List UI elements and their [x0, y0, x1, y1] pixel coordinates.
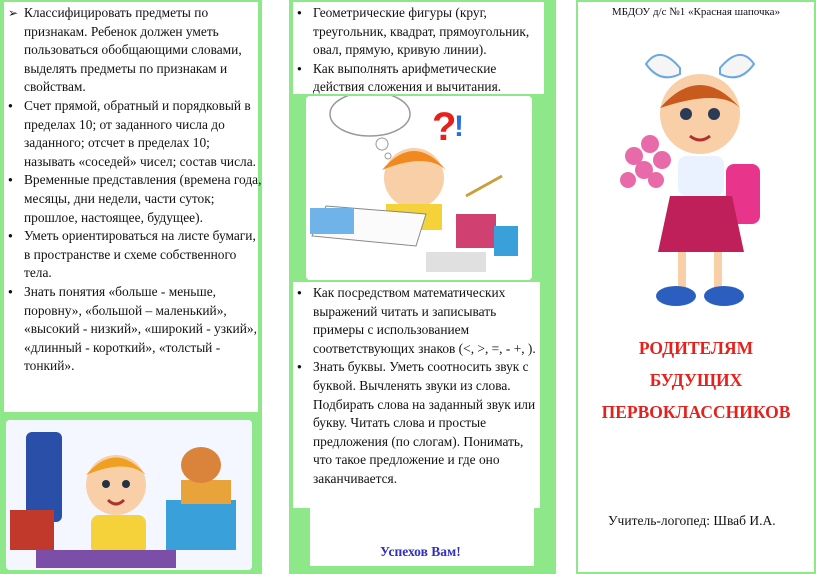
- svg-text:?: ?: [432, 105, 457, 149]
- svg-text:!: !: [454, 110, 464, 143]
- teacher-signature: Учитель-логопед: Шваб И.А.: [608, 513, 776, 528]
- bullet-icon: [8, 283, 13, 304]
- bullet-icon: [8, 97, 13, 118]
- arrow-bullet-icon: [8, 4, 18, 23]
- bullet-icon: [297, 284, 302, 305]
- list-item: [295, 4, 545, 60]
- left-skill-list: [6, 4, 262, 376]
- list-item: [6, 171, 262, 227]
- bullet-icon: [297, 358, 302, 379]
- list-item: [6, 97, 262, 171]
- bullet-icon: [8, 227, 13, 248]
- list-item: [295, 60, 545, 97]
- institution-name: МБДОУ д/с №1 «Красная шапочка»: [611, 6, 781, 18]
- list-item-text: Временные представления (времена года, месяцы, дни недели, части суток; прошлое, настоящее, будущее).: [24, 172, 262, 225]
- cover-title-line-2: БУДУЩИХ: [649, 370, 743, 390]
- bullet-icon: [297, 60, 302, 81]
- closing-wish: Успехов Вам!: [380, 544, 461, 559]
- list-item: [6, 4, 262, 97]
- list-item-text: Знать понятия «больше - меньше, поровну», «большой – маленький», «высокий - низкий», «широкий - узкий», «длинный - короткий», «толстый - тонкий».: [24, 283, 257, 374]
- list-item-text: Знать буквы. Уметь соотносить звук с буквой. Вычленять звуки из слова. Подбирать слова на заданный звук или букву. Читать слова и простые предложения (по слогам). Понимать, что такое предложение и где оно заканчивается.: [313, 359, 536, 486]
- list-item-text: Классифицировать предметы по признакам. Ребенок должен уметь пользоваться обобщающими словами, выделять предметы по признакам и свойствам.: [24, 5, 242, 95]
- girl-with-flowers-illustration: [620, 44, 770, 314]
- list-item-text: Счет прямой, обратный и порядковый в пределах 10; от заданного числа до заданного; отсчет в пределах 10; называть «соседей» чисел; состав числа.: [24, 97, 257, 169]
- middle-bottom-list: [295, 284, 541, 489]
- list-item: [295, 284, 541, 358]
- bullet-icon: [297, 4, 302, 25]
- list-item-text: Уметь ориентироваться на листе бумаги, в пространстве и схеме собственного тела.: [24, 228, 256, 281]
- thinking-boy-illustration: [306, 96, 532, 280]
- list-item-text: Как посредством математических выражений читать и записывать примеры с использованием соответствующих знаков (<, >, =, - +, ).: [313, 285, 536, 356]
- cover-title-line-1: РОДИТЕЛЯМ: [638, 338, 754, 358]
- bullet-icon: [8, 171, 13, 192]
- list-item: [6, 227, 262, 283]
- list-item: [295, 358, 541, 488]
- cover-title-line-3: ПЕРВОКЛАССНИКОВ: [601, 402, 791, 422]
- list-item: [6, 283, 262, 376]
- boy-with-books-illustration: [6, 420, 252, 570]
- middle-top-list: [295, 4, 545, 97]
- list-item-text: Как выполнять арифметические действия сложения и вычитания.: [313, 60, 502, 95]
- list-item-text: Геометрические фигуры (круг, треугольник, квадрат, прямоугольник, овал, прямую, кривую линии).: [313, 5, 530, 58]
